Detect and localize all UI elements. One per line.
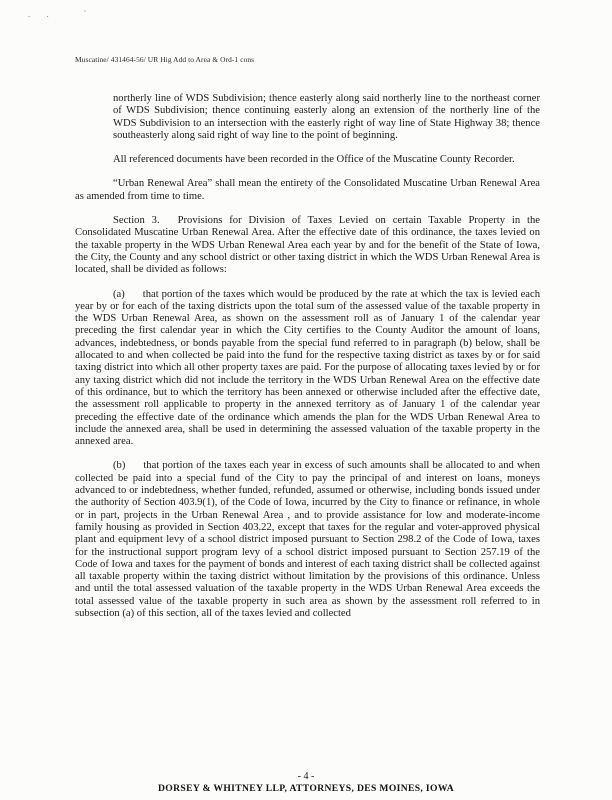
paragraph-recorded-documents: All referenced documents have been recorded in the Office of the Muscatine County Recorder. (113, 154, 515, 166)
paragraph-legal-description: northerly line of WDS Subdivision; thence easterly along said northerly line to the northeast corner of WDS Subdivision; thence continuing easterly along an extension of the northerly line of the WDS Subdivision to an intersection with the easterly right of way line of State Highway 38; thence southeasterly along said right of way line to the point of beginning. (113, 93, 540, 141)
law-firm-line: DORSEY & WHITNEY LLP, ATTORNEYS, DES MOINES, IOWA (158, 783, 454, 794)
paragraph-a-label: (a) (113, 288, 125, 300)
document-body (75, 93, 540, 620)
document-reference: Muscatine/ 431464-56/ UR Hig Add to Area & Ord-1 cons (75, 55, 255, 64)
scan-artifact: . . ` (28, 9, 94, 19)
page-number: - 4 - (297, 771, 315, 782)
paragraph-b-text: that portion of the taxes each year in excess of such amounts shall be allocated to and when collected be paid into a special fund of the City to pay the principal of and interest on loans, moneys advanced to or indebtedness, whether funded, refunded, assumed or otherwise, including bonds issued under the authority of Section 403.9(1), of the Code of Iowa, incurred by the City to finance or refinance, in whole or in part, projects in the Urban Renewal Area , and to provide assistance for low and moderate-income family housing as provided in Section 403.22, except that taxes for the regular and voter-approved physical plant and equipment levy of a school district imposed pursuant to Section 298.2 of the Code of Iowa, taxes for the instructional support program levy of a school district imposed pursuant to Section 257.19 of the Code of Iowa and taxes for the payment of bonds and interest of each taxing district shall be collected against all taxable property within the taxing district without limitation by the provisions of this ordinance. Unless and until the total assessed valuation of the taxable property in the WDS Urban Renewal Area exceeds the total assessed value of the taxable property in such area as shown by the assessment roll referred to in subsection (a) of this section, all of the taxes levied and collected (75, 460, 540, 619)
paragraph-b-label: (b) (113, 460, 126, 472)
section-3-label: Section 3. (113, 215, 160, 227)
paragraph-a-text: that portion of the taxes which would be produced by the rate at which the tax is levied each year by or for each of the taxing districts upon the total sum of the assessed value of the taxable property in the WDS Urban Renewal Area, as shown on the assessment roll as of January 1 of the calendar year preceding the first calendar year in which the City certifies to the County Auditor the amount of loans, advances, indebtedness, or bonds payable from the special fund referred to in paragraph (b) below, shall be allocated to and when collected be paid into the fund for the respective taxing district as taxes by or for said taxing district into which all other property taxes are paid. For the purpose of allocating taxes levied by or for any taxing district which did not include the territory in the WDS Urban Renewal Area on the effective date of this ordinance, but to which the territory has been annexed or otherwise included after the effective date, the assessment roll applicable to property in the annexed territory as of January 1 of the calendar year preceding the effective date of the ordinance which amends the plan for the WDS Urban Renewal Area to include the annexed area, shall be used in determining the assessed valuation of the taxable property in the annexed area. (75, 288, 540, 448)
paragraph-b (75, 460, 540, 620)
paragraph-section-3 (75, 215, 540, 276)
page-footer (0, 771, 612, 795)
section-3-text: Provisions for Division of Taxes Levied on certain Taxable Property in the Consolidated Muscatine Urban Renewal Area. After the effective date of this ordinance, the taxes levied on the taxable property in the WDS Urban Renewal Area each year by and for the benefit of the State of Iowa, the City, the County and any school district or other taxing district in which the WDS Urban Renewal Area is located, shall be divided as follows: (75, 215, 540, 276)
paragraph-urban-renewal-definition: “Urban Renewal Area” shall mean the entirety of the Consolidated Muscatine Urban Renewal Area as amended from time to time. (75, 178, 540, 202)
paragraph-a (75, 289, 540, 449)
